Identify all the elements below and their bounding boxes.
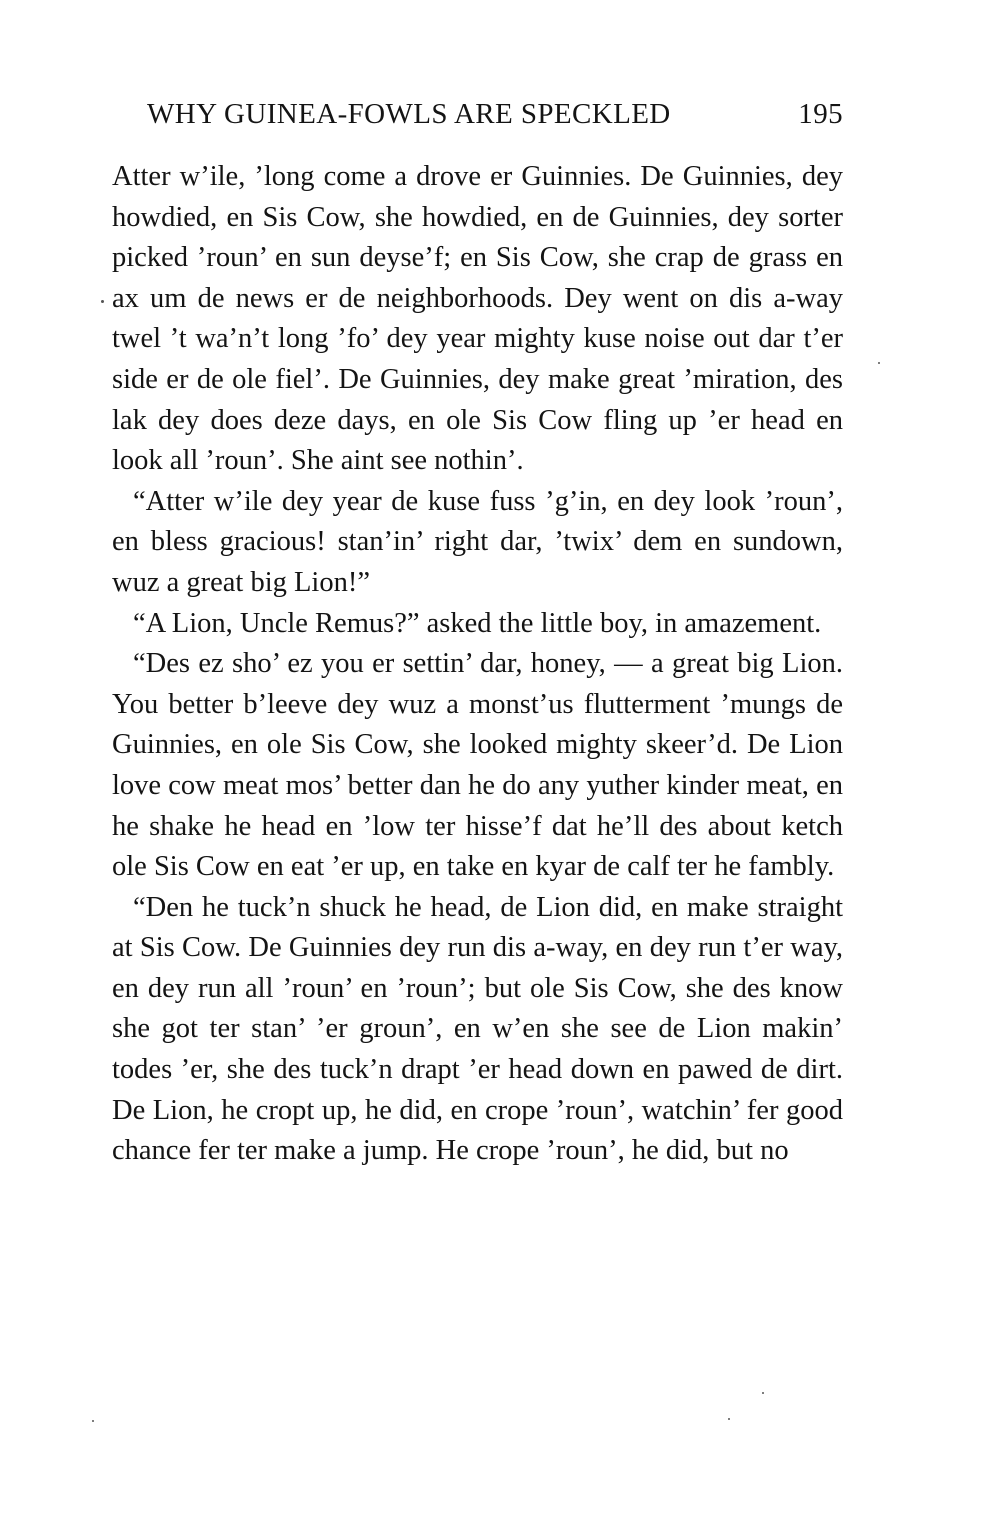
print-speck bbox=[878, 362, 880, 364]
paragraph: Atter w’ile, ’long come a drove er Guinnies. De Guinnies, dey howdied, en Sis Cow, she howdied, en de Guinnies, dey sorter picked ’roun’ en sun deyse’f; en Sis Cow, she crap de grass en ax um de news er de neighborhoods. Dey went on dis a-way twel ’t wa’n’t long ’fo’ dey year mighty kuse noise out dar t’er side er de ole fiel’. De Guinnies, dey make great ’miration, des lak dey does deze days, en ole Sis Cow fling up ’er head en look all ’roun’. She aint see nothin’. bbox=[112, 161, 843, 477]
print-speck bbox=[101, 300, 104, 303]
paragraph: “Den he tuck’n shuck he head, de Lion did, en make straight at Sis Cow. De Guinnies dey run dis a-way, en dey run t’er way, en dey run all ’roun’ en ’roun’; but ole Sis Cow, she des know she got ter stan’ ’er groun’, en w’en she see de Lion makin’ todes ’er, she des tuck’n drapt ’er head down en pawed de dirt. De Lion, he cropt up, he did, en crope ’roun’, watchin’ fer good chance fer ter make a jump. He crope ’roun’, he did, but no bbox=[112, 891, 843, 1167]
page-number: 195 bbox=[798, 98, 843, 130]
body-text bbox=[112, 157, 843, 1172]
chapter-title: WHY GUINEA-FOWLS ARE SPECKLED bbox=[147, 98, 671, 130]
print-speck bbox=[728, 1418, 730, 1420]
paragraph: “Des ez sho’ ez you er settin’ dar, honey, — a great big Lion. You better b’leeve dey wuz a monst’us flutterment ’mungs de Guinnies, en ole Sis Cow, she looked mighty skeer’d. De Lion love cow meat mos’ better dan he do any yuther kinder meat, en he shake he head en ’low ter hisse’f dat he’ll des about ketch ole Sis Cow en eat ’er up, en take en kyar de calf ter he fambly. bbox=[112, 648, 843, 883]
print-speck bbox=[762, 1392, 764, 1394]
running-head bbox=[147, 98, 843, 138]
paragraph: “Atter w’ile dey year de kuse fuss ’g’in, en dey look ’roun’, en bless gracious! stan’in’ right dar, ’twix’ dem en sundown, wuz a great big Lion!” bbox=[112, 485, 843, 598]
paragraph: “A Lion, Uncle Remus?” asked the little boy, in amazement. bbox=[133, 607, 822, 639]
print-speck bbox=[92, 1420, 94, 1422]
